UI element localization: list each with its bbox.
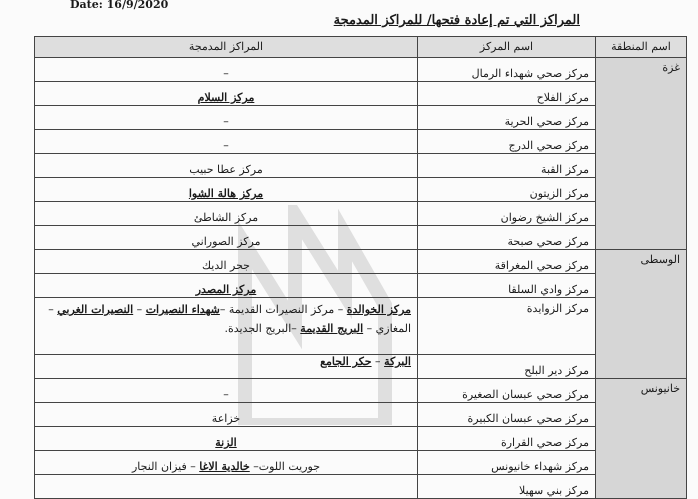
region-wusta: الوسطى: [596, 250, 687, 379]
merged-center-text: – مركز النصيرات القديمة –: [219, 303, 347, 316]
header-merged: المراكز المدمجة: [35, 37, 418, 58]
merged-center-emphasis: البريج القديمة: [300, 322, 364, 335]
table-row: [35, 58, 687, 82]
table-row: [35, 82, 687, 106]
merged-centers: مركز الشاطئ: [35, 202, 418, 226]
merged-centers: [35, 451, 418, 475]
merged-center-text: – المغازي –: [48, 303, 411, 335]
date-line: Date: 16/9/2020: [70, 0, 169, 11]
merged-centers: [35, 82, 418, 106]
center-name: مركز القبة: [418, 154, 596, 178]
region-khanyounis: خانيونس: [596, 379, 687, 499]
merged-centers: [35, 274, 418, 298]
merged-center-emphasis: مركز هالة الشوا: [188, 187, 264, 200]
center-name: مركز صحي عبسان الكبيرة: [418, 403, 596, 427]
center-name: مركز الزوايدة: [418, 298, 596, 355]
merged-center-emphasis: النصيرات الغربي: [57, 303, 134, 316]
table-row: [35, 451, 687, 475]
merged-centers: [35, 178, 418, 202]
center-name: مركز صحي المغراقة: [418, 250, 596, 274]
merged-centers: –: [35, 58, 418, 82]
merged-centers: مركز الصوراني: [35, 226, 418, 250]
merged-center-text: –البريج الجديدة.: [224, 322, 301, 335]
merged-centers: –: [35, 130, 418, 154]
merged-center-emphasis: حكر الجامع: [320, 355, 372, 368]
center-name: مركز صحي القرارة: [418, 427, 596, 451]
center-name: مركز دير البلح: [418, 355, 596, 379]
merged-center-text: –: [133, 303, 146, 316]
table-row: [35, 379, 687, 403]
table-row: [35, 298, 687, 355]
center-name: مركز وادي السلقا: [418, 274, 596, 298]
table-row: [35, 403, 687, 427]
merged-centers: خزاعة: [35, 403, 418, 427]
center-name: مركز بني سهيلا: [418, 475, 596, 499]
table-row: [35, 154, 687, 178]
center-name: مركز الشيخ رضوان: [418, 202, 596, 226]
table-row: [35, 226, 687, 250]
merged-center-emphasis: خالدية الاغا: [199, 460, 250, 473]
center-name: مركز صحي الحرية: [418, 106, 596, 130]
table-row: [35, 202, 687, 226]
merged-center-emphasis: شهداء النصيرات: [145, 303, 220, 316]
center-name: مركز الزيتون: [418, 178, 596, 202]
merged-centers: –: [35, 379, 418, 403]
header-center: اسم المركز: [418, 37, 596, 58]
merged-centers-table: [34, 36, 687, 499]
merged-centers: [35, 427, 418, 451]
center-name: مركز صحي عبسان الصغيرة: [418, 379, 596, 403]
table-row: [35, 250, 687, 274]
center-name: مركز صحي شهداء الرمال: [418, 58, 596, 82]
table-row: [35, 106, 687, 130]
table-row: [35, 130, 687, 154]
center-name: مركز صحي الدرج: [418, 130, 596, 154]
merged-centers: [35, 355, 418, 379]
merged-center-text: – فيزان النجار: [131, 460, 200, 473]
table-row: [35, 274, 687, 298]
merged-center-emphasis: مركز السلام: [197, 91, 255, 104]
merged-centers: [35, 298, 418, 355]
table-row: [35, 178, 687, 202]
merged-center-text: جوريت اللوت–: [249, 460, 320, 473]
center-name: مركز شهداء خانيونس: [418, 451, 596, 475]
header-row: [35, 37, 687, 58]
header-region: اسم المنطقة: [596, 37, 687, 58]
merged-center-emphasis: مركز الخوالدة: [346, 303, 411, 316]
document-title: المراكز التي تم إعادة فتحها/ للمراكز المدمجة: [333, 13, 580, 28]
merged-center-text: –: [371, 355, 385, 368]
merged-centers: مركز عطا حبيب: [35, 154, 418, 178]
merged-center-emphasis: البركة: [384, 355, 411, 368]
table-row: [35, 355, 687, 379]
merged-centers: –: [35, 106, 418, 130]
merged-center-emphasis: مركز المصدر: [195, 283, 257, 296]
table-row: [35, 427, 687, 451]
merged-center-emphasis: الزنة: [215, 436, 237, 449]
region-gaza: غزة: [596, 58, 687, 250]
center-name: مركز صحي صبحة: [418, 226, 596, 250]
center-name: مركز الفلاح: [418, 82, 596, 106]
merged-centers: جحر الديك: [35, 250, 418, 274]
